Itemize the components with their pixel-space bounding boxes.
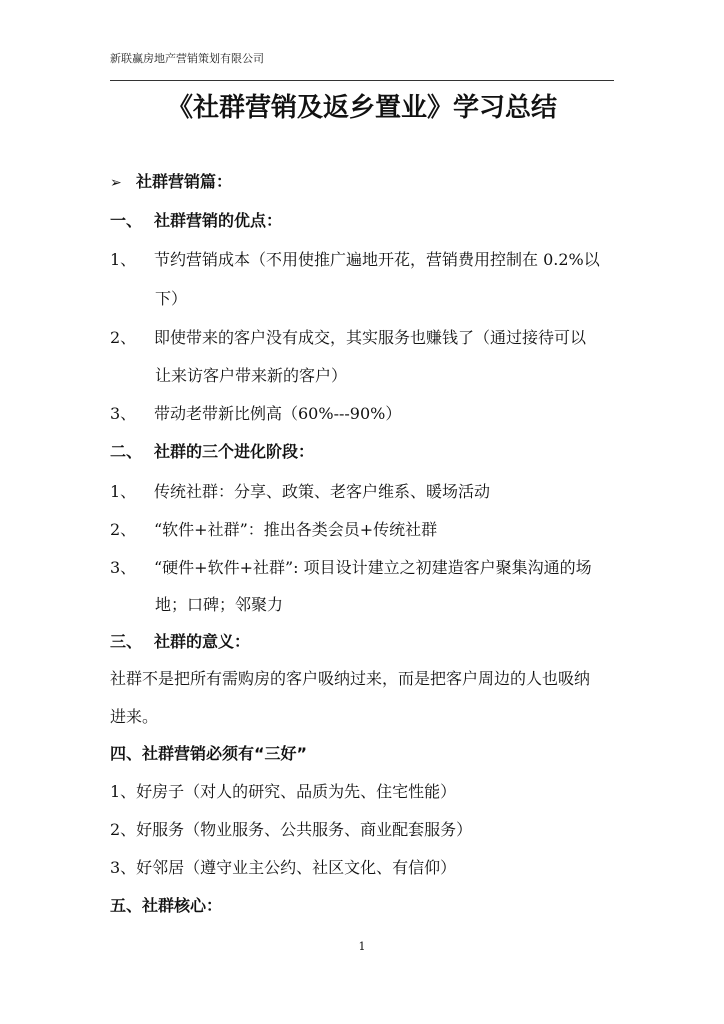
list-item [110, 520, 437, 540]
paragraph-line: 进来。 [110, 707, 159, 726]
list-item-text: 传统社群：分享、政策、老客户维系、暖场活动 [154, 482, 491, 501]
list-item-continuation: 地；口碑；邻聚力 [155, 595, 284, 614]
list-item: 2、好服务（物业服务、公共服务、商业配套服务） [110, 820, 473, 839]
list-item-text: “软件+社群”：推出各类会员+传统社群 [154, 520, 438, 539]
section-5-heading: 五、社群核心： [110, 896, 223, 915]
section-3-title: 社群的意义： [154, 632, 251, 651]
page-header: 新联赢房地产营销策划有限公司 [110, 52, 264, 65]
list-item-number: 2、 [110, 328, 137, 347]
section-2-number: 二、 [110, 442, 143, 461]
list-item-number: 3、 [110, 558, 137, 577]
section-2-title: 社群的三个进化阶段： [154, 442, 315, 461]
section-1-number: 一、 [110, 211, 143, 230]
list-item [110, 250, 600, 270]
list-item [110, 404, 401, 424]
paragraph-line: 社群不是把所有需购房的客户吸纳过来，而是把客户周边的人也吸纳 [110, 669, 591, 688]
list-item-continuation: 下） [155, 289, 188, 308]
page-number: 1 [358, 940, 366, 953]
list-item-number: 3、 [110, 404, 137, 423]
list-item [110, 558, 592, 578]
list-item-text: 节约营销成本（不用使推广遍地开花，营销费用控制在 0.2%以 [154, 250, 600, 269]
section-main-heading [110, 172, 232, 193]
list-item-number: 1、 [110, 482, 137, 501]
list-item [110, 482, 490, 502]
section-2-heading [110, 442, 314, 462]
list-item-number: 2、 [110, 520, 137, 539]
list-item-text: “硬件+软件+社群”: 项目设计建立之初建造客户聚集沟通的场 [154, 558, 592, 577]
list-item-number: 1、 [110, 250, 137, 269]
section-3-heading [110, 632, 250, 652]
list-item [110, 328, 586, 348]
arrow-bullet-icon: ➢ [110, 175, 122, 191]
list-item: 1、好房子（对人的研究、品质为先、住宅性能） [110, 782, 457, 801]
section-4-heading: 四、社群营销必须有“三好” [110, 744, 308, 763]
list-item-continuation: 让来访客户带来新的客户） [155, 366, 348, 385]
section-main-label: 社群营销篇： [136, 172, 233, 191]
section-3-number: 三、 [110, 632, 143, 651]
list-item: 3、好邻居（遵守业主公约、社区文化、有信仰） [110, 858, 457, 877]
header-divider [110, 80, 614, 81]
list-item-text: 即使带来的客户没有成交，其实服务也赚钱了（通过接待可以 [154, 328, 587, 347]
document-title: 《社群营销及返乡置业》学习总结 [166, 93, 557, 123]
list-item-text: 带动老带新比例高（60%---90%） [154, 404, 402, 423]
section-1-title: 社群营销的优点： [154, 211, 283, 230]
section-1-heading [110, 211, 282, 231]
